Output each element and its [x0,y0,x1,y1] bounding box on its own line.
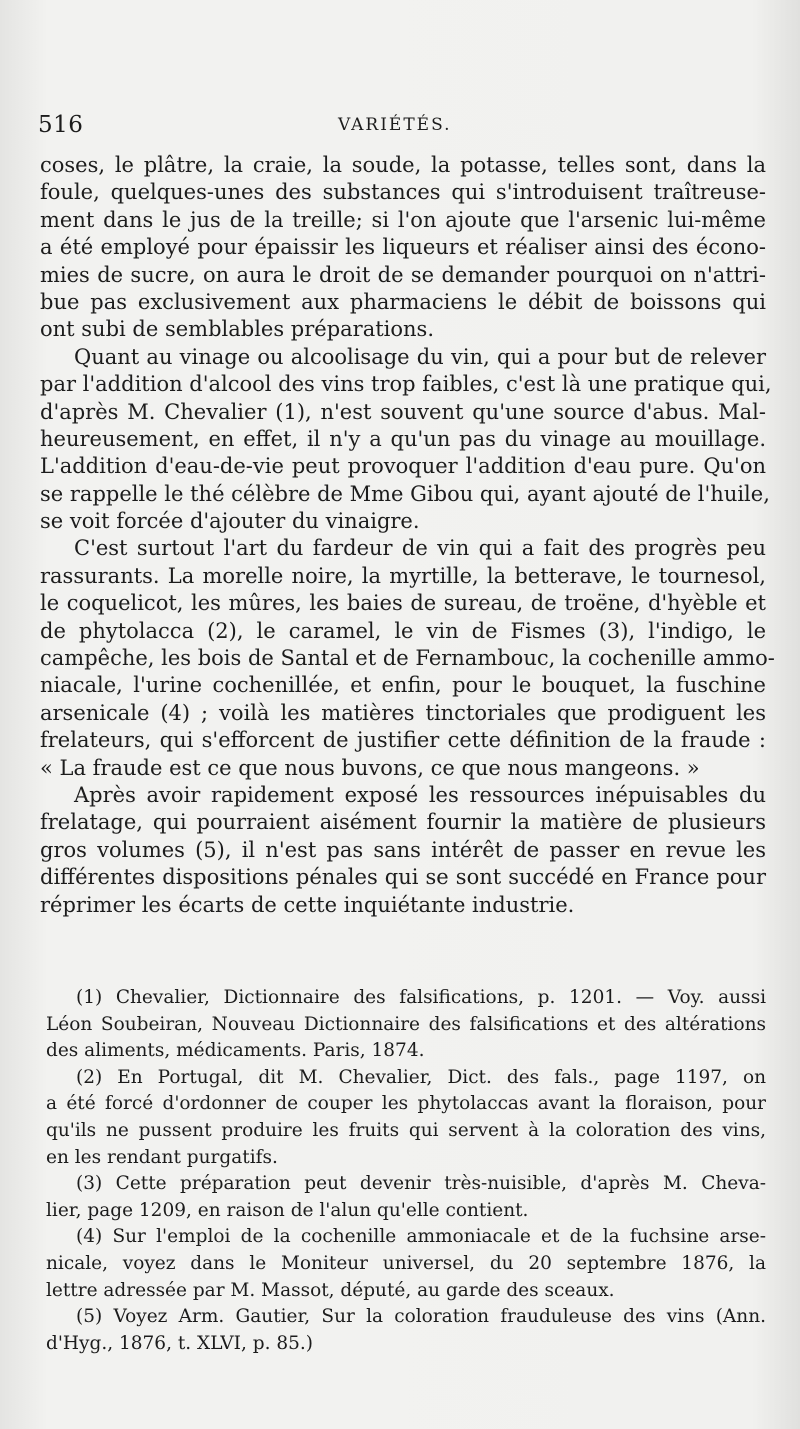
text-line: se voit forcée d'ajouter du vinaigre. [40,509,420,534]
footnote-line: en les rendant purgatifs. [46,1146,278,1168]
text-line: L'addition d'eau-de-vie peut provoquer l'addition d'eau pure. Qu'on [40,454,766,479]
footnote-line: lier, page 1209, en raison de l'alun qu'elle contient. [46,1199,529,1221]
footnote [46,1065,766,1171]
text-line: arsenicale (4) ; voilà les matières tinctoriales que prodiguent les [40,700,766,725]
text-line: heureusement, en effet, il n'y a qu'un pas du vinage au mouillage. [40,426,766,451]
text-line: frelatage, qui pourraient aisément fournir la matière de plusieurs [40,810,766,835]
footnotes [46,985,766,1357]
text-line: « La fraude est ce que nous buvons, ce que nous mangeons. » [40,755,700,780]
text-line: campêche, les bois de Santal et de Fernambouc, la cochenille ammo- [40,646,775,671]
footnote [46,1171,766,1224]
text-line: différentes dispositions pénales qui se sont succédé en France pour [40,865,766,890]
footnote-line: (5) Voyez Arm. Gautier, Sur la coloration frauduleuse des vins (Ann. [76,1306,766,1328]
text-line: d'après M. Chevalier (1), n'est souvent qu'une source d'abus. Mal- [40,399,766,424]
footnote [46,1224,766,1304]
footnote [46,1304,766,1357]
text-line: mies de sucre, on aura le droit de se demander pourquoi on n'attri- [40,262,766,287]
footnote-line: (2) En Portugal, dit M. Chevalier, Dict. des fals., page 1197, on [76,1066,766,1088]
text-line: le coquelicot, les mûres, les baies de sureau, de troëne, d'hyèble et [40,591,766,616]
text-line: C'est surtout l'art du fardeur de vin qui a fait des progrès peu [74,536,766,561]
text-line: se rappelle le thé célèbre de Mme Gibou qui, ayant ajouté de l'huile, [40,481,770,506]
text-line: Quant au vinage ou alcoolisage du vin, qui a pour but de relever [74,344,766,369]
text-line: Après avoir rapidement exposé les ressources inépuisables du [74,782,766,807]
page-number: 516 [38,112,84,138]
text-line: par l'addition d'alcool des vins trop faibles, c'est là une pratique qui, [40,372,772,397]
footnote-line: qu'ils ne pussent produire les fruits qui servent à la coloration des vins, [46,1119,766,1141]
text-line: frelateurs, qui s'efforcent de justifier cette définition de la fraude : [40,728,766,753]
footnote [46,985,766,1065]
text-line: bue pas exclusivement aux pharmaciens le débit de boissons qui [40,289,766,314]
text-line: rassurants. La morelle noire, la myrtille, la betterave, le tournesol, [40,563,766,588]
running-head: VARIÉTÉS. [338,115,452,135]
text-line: ment dans le jus de la treille; si l'on ajoute que l'arsenic lui-même [40,207,766,232]
footnote-line: (1) Chevalier, Dictionnaire des falsifications, p. 1201. — Voy. aussi [76,987,766,1008]
text-line: gros volumes (5), il n'est pas sans intérêt de passer en revue les [40,837,766,862]
text-line: coses, le plâtre, la craie, la soude, la potasse, telles sont, dans la [40,153,766,177]
footnote-line: (4) Sur l'emploi de la cochenille ammoniacale et de la fuchsine arse- [76,1226,766,1248]
footnote-line: d'Hyg., 1876, t. XLVI, p. 85.) [46,1332,313,1354]
footnote-line: (3) Cette préparation peut devenir très-nuisible, d'après M. Cheva- [76,1173,766,1195]
page-header [38,112,766,144]
footnote-line: a été forcé d'ordonner de couper les phytolaccas avant la floraison, pour [46,1093,766,1115]
text-line: de phytolacca (2), le caramel, le vin de Fismes (3), l'indigo, le [40,618,766,643]
main-text [40,152,775,919]
footnote-line: des aliments, médicaments. Paris, 1874. [46,1040,425,1062]
text-line: ont subi de semblables préparations. [40,317,435,342]
text-line: réprimer les écarts de cette inquiétante industrie. [40,892,575,917]
text-line: a été employé pour épaissir les liqueurs et réaliser ainsi des écono- [40,235,766,260]
footnote-line: lettre adressée par M. Massot, député, au garde des sceaux. [46,1279,615,1301]
text-line: niacale, l'urine cochenillée, et enfin, pour le bouquet, la fuschine [40,673,766,698]
footnote-line: Léon Soubeiran, Nouveau Dictionnaire des falsifications et des altérations [46,1013,766,1035]
footnote-line: nicale, voyez dans le Moniteur universel, du 20 septembre 1876, la [46,1252,766,1274]
text-line: foule, quelques-unes des substances qui s'introduisent traîtreuse- [40,180,766,205]
